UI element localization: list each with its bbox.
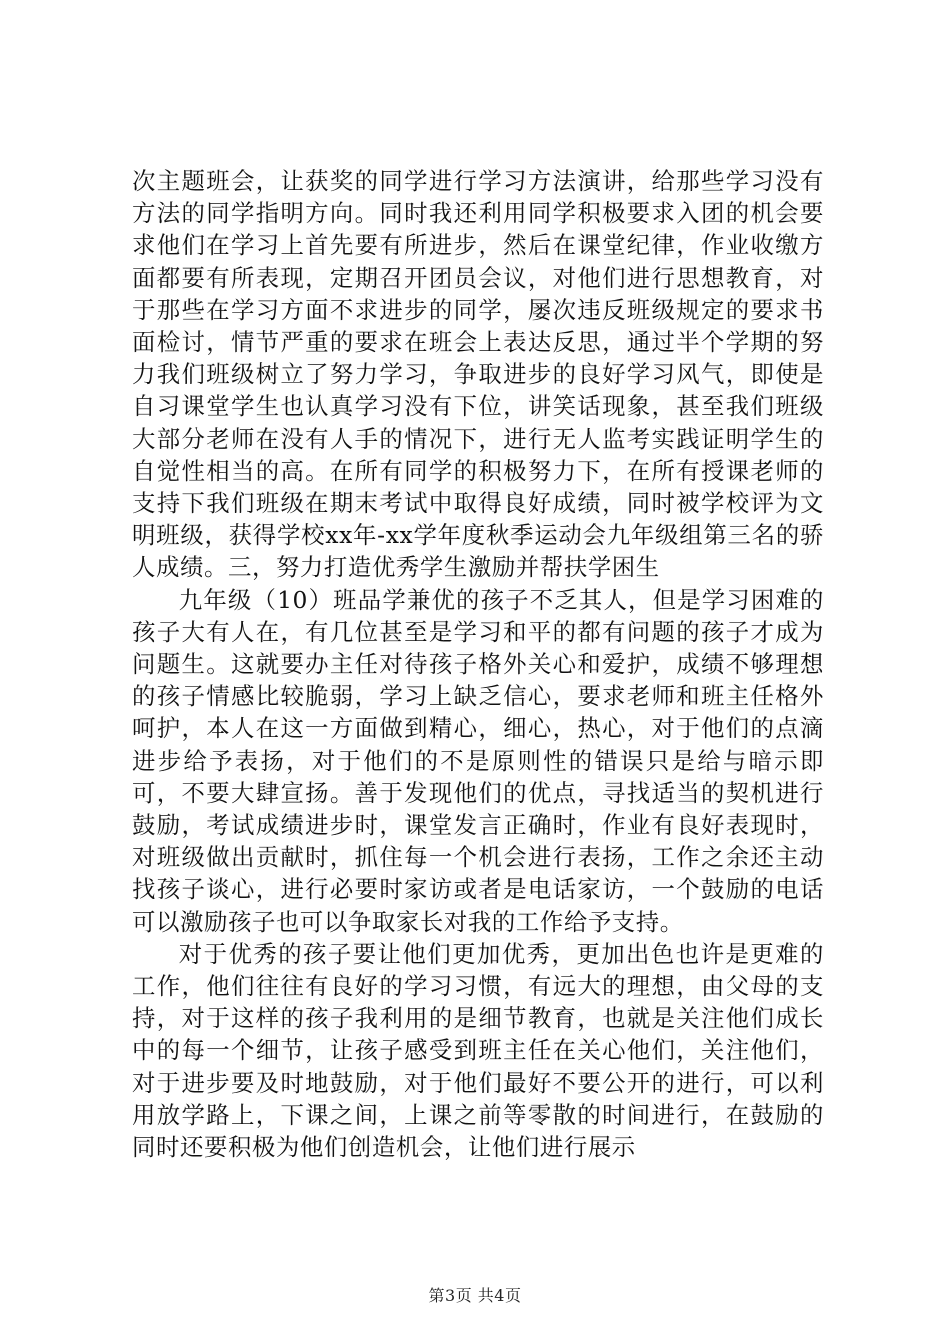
paragraph-1: 次主题班会，让获奖的同学进行学习方法演讲，给那些学习没有方法的同学指明方向。同时我还利用同学积极要求入团的机会要求他们在学习上首先要有所进步，然后在课堂纪律，作业收缴方面都要有所表现，定期召开团员会议，对他们进行思想教育，对于那些在学习方面不求进步的同学，屡次违反班级规定的要求书面检讨，情节严重的要求在班会上表达反思，通过半个学期的努力我们班级树立了努力学习，争取进步的良好学习风气，即使是自习课堂学生也认真学习没有下位，讲笑话现象，甚至我们班级大部分老师在没有人手的情况下，进行无人监考实践证明学生的自觉性相当的高。在所有同学的积极努力下，在所有授课老师的支持下我们班级在期末考试中取得良好成绩，同时被学校评为文明班级，获得学校xx年-xx学年度秋季运动会九年级组第三名的骄人成绩。三，努力打造优秀学生激励并帮扶学困生 [132,167,824,582]
page-footer: 第3页 共4页 [428,1286,522,1305]
paragraph-3: 对于优秀的孩子要让他们更加优秀，更加出色也许是更难的工作，他们往往有良好的学习习惯，有远大的理想，由父母的支持，对于这样的孩子我利用的是细节教育，也就是关注他们成长中的每一个细节，让孩子感受到班主任在关心他们，关注他们，对于进步要及时地鼓励，对于他们最好不要公开的进行，可以利用放学路上，下课之间，上课之前等零散的时间进行，在鼓励的同时还要积极为他们创造机会，让他们进行展示 [132,939,824,1162]
body-text [132,165,824,1163]
paragraph-2: 九年级（10）班品学兼优的孩子不乏其人，但是学习困难的孩子大有人在，有几位甚至是学习和平的都有问题的孩子才成为问题生。这就要办主任对待孩子格外关心和爱护，成绩不够理想的孩子情感比较脆弱，学习上缺乏信心，要求老师和班主任格外呵护，本人在这一方面做到精心，细心，热心，对于他们的点滴进步给予表扬，对于他们的不是原则性的错误只是给与暗示即可，不要大肆宣扬。善于发现他们的优点，寻找适当的契机进行鼓励，考试成绩进步时，课堂发言正确时，作业有良好表现时，对班级做出贡献时，抓住每一个机会进行表扬，工作之余还主动找孩子谈心，进行必要时家访或者是电话家访，一个鼓励的电话可以激励孩子也可以争取家长对我的工作给予支持。 [132,585,824,936]
